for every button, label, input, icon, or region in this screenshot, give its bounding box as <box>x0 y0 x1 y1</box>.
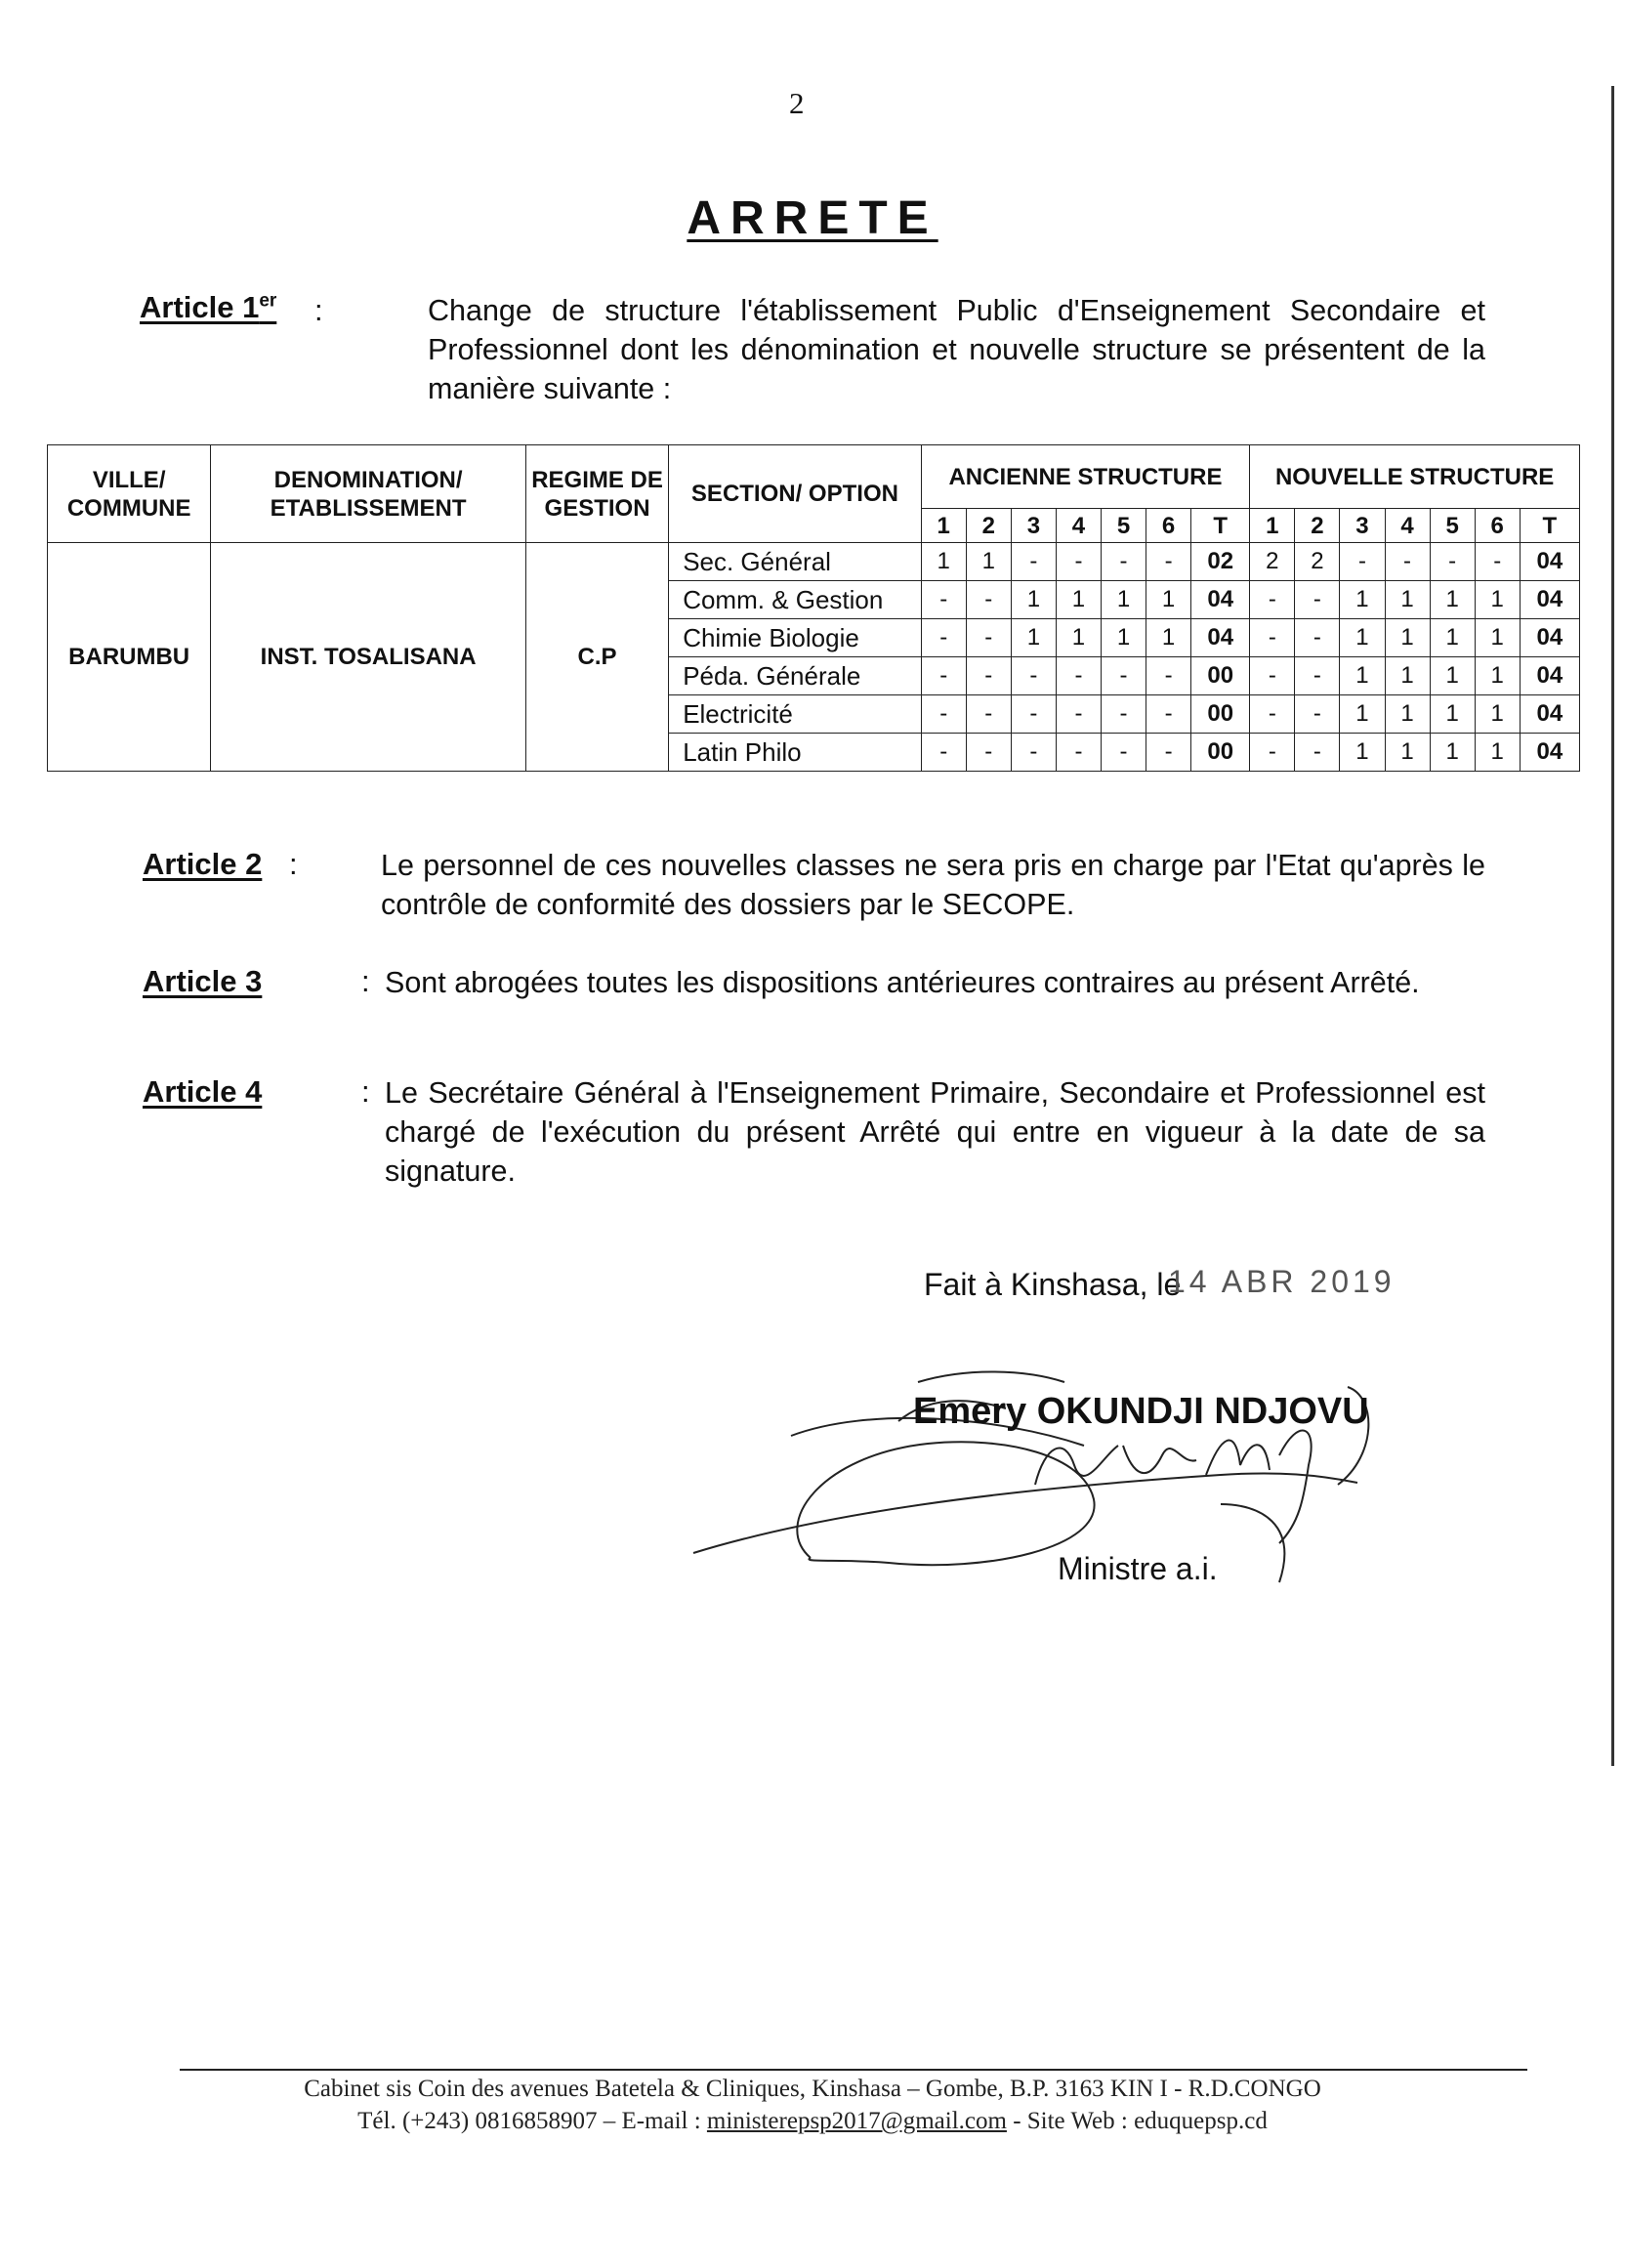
cell-ancienne-year: - <box>1056 734 1101 772</box>
header-col: 6 <box>1146 509 1191 543</box>
cell-nouvelle-year: 1 <box>1385 581 1430 619</box>
cell-ancienne-year: - <box>1146 657 1191 695</box>
footer-site: - Site Web : eduquepsp.cd <box>1013 2108 1268 2134</box>
title-text: ARRETE <box>687 192 938 244</box>
cell-denomination: INST. TOSALISANA <box>211 543 526 772</box>
cell-nouvelle-year: - <box>1250 619 1295 657</box>
header-col: 2 <box>966 509 1011 543</box>
header-section: SECTION/ OPTION <box>669 445 921 543</box>
cell-option: Latin Philo <box>669 734 921 772</box>
cell-nouvelle-year: - <box>1340 543 1385 581</box>
cell-ancienne-year: - <box>1011 734 1056 772</box>
cell-nouvelle-year: - <box>1430 543 1475 581</box>
cell-ancienne-year: - <box>1101 657 1146 695</box>
footer-divider <box>180 2069 1527 2071</box>
page-number: 2 <box>789 86 805 120</box>
cell-nouvelle-year: - <box>1385 543 1430 581</box>
footer-email[interactable]: ministerepsp2017@gmail.com <box>706 2108 1007 2134</box>
article-2-text: Le personnel de ces nouvelles classes ne sera pris en charge par l'Etat qu'après le contrôle de conformité des dossiers par le SECOPE. <box>381 849 1485 921</box>
article-1-label-text: Article 1 <box>140 290 260 324</box>
cell-ancienne-total: 00 <box>1191 657 1250 695</box>
cell-option: Comm. & Gestion <box>669 581 921 619</box>
article-3-label <box>143 964 262 999</box>
cell-nouvelle-year: 1 <box>1475 619 1520 657</box>
cell-ancienne-year: 1 <box>1146 581 1191 619</box>
cell-ancienne-year: - <box>1056 695 1101 734</box>
article-3-text: Sont abrogées toutes les dispositions antérieures contraires au présent Arrêté. <box>385 966 1420 999</box>
cell-ancienne-year: - <box>966 657 1011 695</box>
cell-nouvelle-year: - <box>1295 619 1340 657</box>
cell-nouvelle-year: 1 <box>1475 695 1520 734</box>
header-col: 2 <box>1295 509 1340 543</box>
structure-table <box>47 444 1580 772</box>
cell-nouvelle-total: 04 <box>1520 695 1579 734</box>
cell-nouvelle-total: 04 <box>1520 734 1579 772</box>
cell-nouvelle-year: 1 <box>1430 581 1475 619</box>
article-1-text: Change de structure l'établissement Public d'Enseignement Secondaire et Professionnel dont les dénomination et nouvelle structure se présentent de la manière suivante : <box>428 294 1485 405</box>
article-1-sup: er <box>259 290 277 312</box>
cell-nouvelle-year: - <box>1295 581 1340 619</box>
header-nouvelle: NOUVELLE STRUCTURE <box>1250 445 1580 509</box>
footer-contact <box>0 2108 1625 2135</box>
article-4-text: Le Secrétaire Général à l'Enseignement Primaire, Secondaire et Professionnel est chargé de l'exécution du présent Arrêté qui entre en vigueur à la date de sa signature. <box>385 1076 1485 1188</box>
cell-ancienne-year: - <box>921 695 966 734</box>
signatory-name: Emery OKUNDJI NDJOVU <box>913 1391 1369 1432</box>
header-col: T <box>1191 509 1250 543</box>
cell-regime: C.P <box>525 543 668 772</box>
cell-ancienne-year: - <box>921 734 966 772</box>
footer-tel: Tél. (+243) 0816858907 – E-mail : <box>357 2108 701 2134</box>
header-ville: VILLE/ COMMUNE <box>48 445 211 543</box>
cell-nouvelle-year: 1 <box>1340 581 1385 619</box>
cell-ancienne-year: 1 <box>1011 581 1056 619</box>
cell-nouvelle-year: - <box>1295 695 1340 734</box>
cell-nouvelle-total: 04 <box>1520 543 1579 581</box>
cell-ancienne-total: 00 <box>1191 695 1250 734</box>
article-1-label <box>140 290 276 325</box>
cell-ancienne-total: 04 <box>1191 619 1250 657</box>
table-row <box>48 543 1580 581</box>
article-2-colon: : <box>289 847 298 881</box>
signatory-title: Ministre a.i. <box>1058 1551 1218 1586</box>
header-ancienne: ANCIENNE STRUCTURE <box>921 445 1250 509</box>
cell-nouvelle-year: - <box>1475 543 1520 581</box>
header-col: 6 <box>1475 509 1520 543</box>
cell-nouvelle-year: 1 <box>1430 734 1475 772</box>
cell-ancienne-year: 1 <box>1011 619 1056 657</box>
cell-ancienne-year: 1 <box>1146 619 1191 657</box>
article-2-label-text: Article 2 <box>143 847 263 881</box>
cell-option: Sec. Général <box>669 543 921 581</box>
cell-ancienne-year: - <box>1146 695 1191 734</box>
article-3-label-text: Article 3 <box>143 964 263 998</box>
cell-ancienne-year: 1 <box>966 543 1011 581</box>
cell-nouvelle-year: 2 <box>1250 543 1295 581</box>
cell-ancienne-year: - <box>1011 657 1056 695</box>
cell-nouvelle-year: - <box>1250 695 1295 734</box>
cell-ancienne-year: - <box>1146 543 1191 581</box>
cell-ancienne-year: - <box>1011 695 1056 734</box>
cell-nouvelle-year: 1 <box>1385 695 1430 734</box>
cell-ancienne-year: - <box>1011 543 1056 581</box>
scan-edge-line <box>1611 86 1614 1766</box>
header-col: T <box>1520 509 1579 543</box>
cell-ville: BARUMBU <box>48 543 211 772</box>
cell-nouvelle-year: 1 <box>1385 657 1430 695</box>
document-title <box>0 191 1625 245</box>
article-1-colon: : <box>314 293 323 327</box>
cell-nouvelle-year: 2 <box>1295 543 1340 581</box>
header-regime: REGIME DE GESTION <box>525 445 668 543</box>
header-col: 4 <box>1385 509 1430 543</box>
cell-option: Chimie Biologie <box>669 619 921 657</box>
cell-ancienne-year: 1 <box>921 543 966 581</box>
signature-date-stamp: 14 ABR 2019 <box>1168 1264 1396 1299</box>
cell-nouvelle-year: 1 <box>1475 734 1520 772</box>
cell-nouvelle-year: - <box>1250 657 1295 695</box>
cell-ancienne-year: - <box>921 619 966 657</box>
cell-nouvelle-year: - <box>1250 734 1295 772</box>
cell-ancienne-total: 04 <box>1191 581 1250 619</box>
cell-nouvelle-year: - <box>1295 657 1340 695</box>
cell-nouvelle-year: 1 <box>1340 657 1385 695</box>
article-3-colon: : <box>361 964 370 998</box>
cell-ancienne-year: - <box>966 619 1011 657</box>
header-col: 1 <box>921 509 966 543</box>
footer-address: Cabinet sis Coin des avenues Batetela & Cliniques, Kinshasa – Gombe, B.P. 3163 KIN I - R.D.CONGO <box>304 2076 1321 2102</box>
cell-ancienne-year: - <box>966 734 1011 772</box>
header-col: 3 <box>1340 509 1385 543</box>
cell-ancienne-year: - <box>966 581 1011 619</box>
header-col: 5 <box>1101 509 1146 543</box>
article-4-label <box>143 1074 262 1110</box>
cell-ancienne-year: - <box>966 695 1011 734</box>
cell-ancienne-year: - <box>921 657 966 695</box>
cell-nouvelle-year: 1 <box>1430 657 1475 695</box>
cell-nouvelle-year: 1 <box>1385 734 1430 772</box>
cell-ancienne-year: - <box>1101 734 1146 772</box>
cell-nouvelle-year: - <box>1295 734 1340 772</box>
cell-option: Péda. Générale <box>669 657 921 695</box>
cell-ancienne-year: 1 <box>1056 619 1101 657</box>
cell-nouvelle-year: 1 <box>1385 619 1430 657</box>
cell-ancienne-year: - <box>1146 734 1191 772</box>
cell-nouvelle-total: 04 <box>1520 657 1579 695</box>
article-4-label-text: Article 4 <box>143 1074 263 1109</box>
cell-ancienne-year: - <box>1056 657 1101 695</box>
cell-ancienne-year: 1 <box>1101 581 1146 619</box>
cell-nouvelle-year: 1 <box>1430 695 1475 734</box>
signature-place: Fait à Kinshasa, le <box>924 1267 1182 1302</box>
cell-option: Electricité <box>669 695 921 734</box>
cell-ancienne-year: 1 <box>1101 619 1146 657</box>
header-col: 3 <box>1011 509 1056 543</box>
header-col: 5 <box>1430 509 1475 543</box>
cell-ancienne-year: 1 <box>1056 581 1101 619</box>
cell-nouvelle-year: 1 <box>1340 695 1385 734</box>
header-col: 1 <box>1250 509 1295 543</box>
header-col: 4 <box>1056 509 1101 543</box>
cell-ancienne-total: 02 <box>1191 543 1250 581</box>
cell-nouvelle-total: 04 <box>1520 619 1579 657</box>
article-4-colon: : <box>361 1074 370 1109</box>
cell-nouvelle-year: 1 <box>1430 619 1475 657</box>
cell-nouvelle-year: 1 <box>1340 734 1385 772</box>
cell-nouvelle-year: - <box>1250 581 1295 619</box>
article-2-label <box>143 847 262 882</box>
cell-ancienne-total: 00 <box>1191 734 1250 772</box>
cell-nouvelle-year: 1 <box>1475 581 1520 619</box>
cell-nouvelle-year: 1 <box>1475 657 1520 695</box>
header-denomination: DENOMINATION/ ETABLISSEMENT <box>211 445 526 543</box>
cell-ancienne-year: - <box>1056 543 1101 581</box>
cell-nouvelle-total: 04 <box>1520 581 1579 619</box>
cell-nouvelle-year: 1 <box>1340 619 1385 657</box>
cell-ancienne-year: - <box>1101 695 1146 734</box>
cell-ancienne-year: - <box>1101 543 1146 581</box>
cell-ancienne-year: - <box>921 581 966 619</box>
